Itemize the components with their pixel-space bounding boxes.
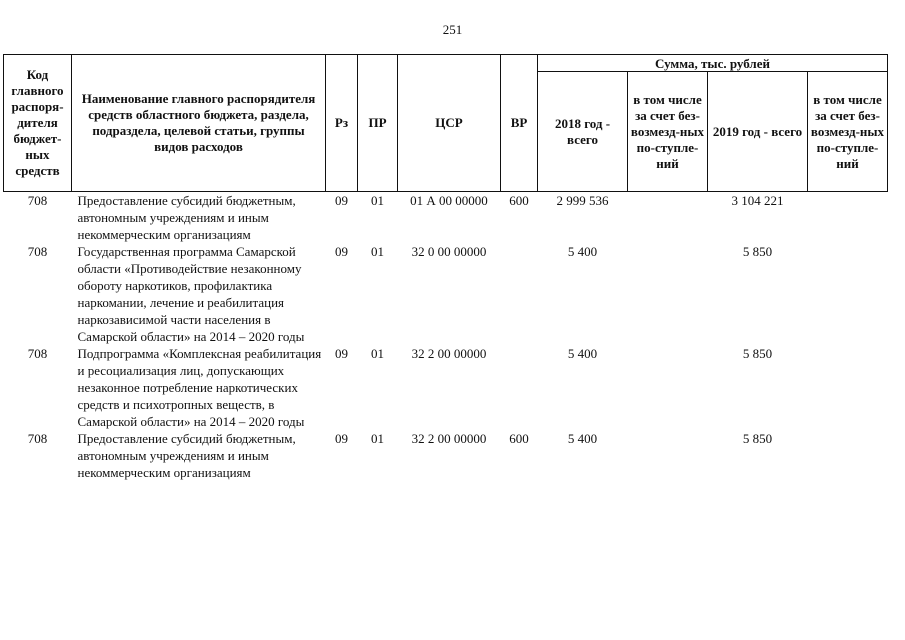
cell-csr: 01 А 00 00000: [410, 193, 488, 208]
cell-name: Государственная программа Самарской области «Противодействие незаконному обороту наркотиков, профилактика наркомании, лечение и реабилитация наркозависимой части населения в Самарской области» на 2014 – 2020 годы: [77, 244, 305, 344]
cell-vr: 600: [509, 193, 529, 208]
header-name: Наименование главного распорядителя средств областного бюджета, раздела, подраздела, целевой статьи, группы видов расходов: [72, 55, 326, 192]
header-sum: Сумма, тыс. рублей: [538, 55, 888, 72]
header-pr: ПР: [358, 55, 398, 192]
cell-2019-total: 5 850: [742, 431, 773, 446]
cell-pr: 01: [371, 244, 384, 259]
cell-pr: 01: [371, 346, 384, 361]
cell-2018-grants: [628, 430, 708, 481]
header-vr: ВР: [501, 55, 538, 192]
page-number: 251: [442, 22, 463, 37]
cell-vr: 600: [509, 431, 529, 446]
cell-vr: [501, 243, 538, 345]
cell-2019-grants: [808, 430, 888, 481]
cell-csr: 32 2 00 00000: [411, 346, 487, 361]
cell-2018-total: 2 999 536: [556, 193, 609, 208]
cell-2019-grants: [808, 345, 888, 430]
cell-csr: 32 0 00 00000: [411, 244, 487, 259]
cell-2019-total: 3 104 221: [731, 193, 784, 208]
cell-2019-grants: [808, 192, 888, 244]
header-2019-total: 2019 год - всего: [708, 72, 808, 192]
cell-code: 708: [27, 346, 48, 361]
header-code: Код главного распоря-дителя бюджет-ных средств: [4, 55, 72, 192]
cell-vr: [501, 345, 538, 430]
cell-code: 708: [27, 244, 48, 259]
table-body: [4, 192, 888, 482]
cell-code: 708: [27, 431, 48, 446]
header-2018-grants: в том числе за счет без-возмезд-ных по-ступле-ний: [628, 72, 708, 192]
cell-2019-total: 5 850: [742, 346, 773, 361]
cell-2018-grants: [628, 345, 708, 430]
cell-pr: 01: [371, 431, 384, 446]
table-row: [4, 192, 888, 244]
table-header: [4, 55, 888, 192]
cell-rz: 09: [335, 431, 348, 446]
cell-2019-grants: [808, 243, 888, 345]
cell-rz: 09: [335, 193, 348, 208]
cell-2018-grants: [628, 192, 708, 244]
cell-pr: 01: [371, 193, 384, 208]
header-csr: ЦСР: [398, 55, 501, 192]
header-rz: Рз: [326, 55, 358, 192]
cell-code: 708: [27, 193, 48, 208]
header-2018-total: 2018 год - всего: [538, 72, 628, 192]
cell-2018-total: 5 400: [567, 346, 598, 361]
cell-2019-total: 5 850: [742, 244, 773, 259]
budget-table: [3, 54, 888, 481]
cell-2018-total: 5 400: [567, 244, 598, 259]
cell-name: Подпрограмма «Комплексная реабилитация и ресоциализация лиц, допускающих незаконное потребление наркотических средств и психотропных веществ, в Самарской области» на 2014 – 2020 годы: [77, 346, 322, 429]
header-2019-grants: в том числе за счет без-возмезд-ных по-ступле-ний: [808, 72, 888, 192]
cell-rz: 09: [335, 244, 348, 259]
table-row: [4, 243, 888, 345]
cell-2018-total: 5 400: [567, 431, 598, 446]
cell-rz: 09: [335, 346, 348, 361]
cell-name: Предоставление субсидий бюджетным, автономным учреждениям и иным некоммерческим организациям: [77, 193, 296, 242]
table-row: [4, 430, 888, 481]
table-row: [4, 345, 888, 430]
cell-2018-grants: [628, 243, 708, 345]
cell-csr: 32 2 00 00000: [411, 431, 487, 446]
cell-name: Предоставление субсидий бюджетным, автономным учреждениям и иным некоммерческим организациям: [77, 431, 296, 480]
